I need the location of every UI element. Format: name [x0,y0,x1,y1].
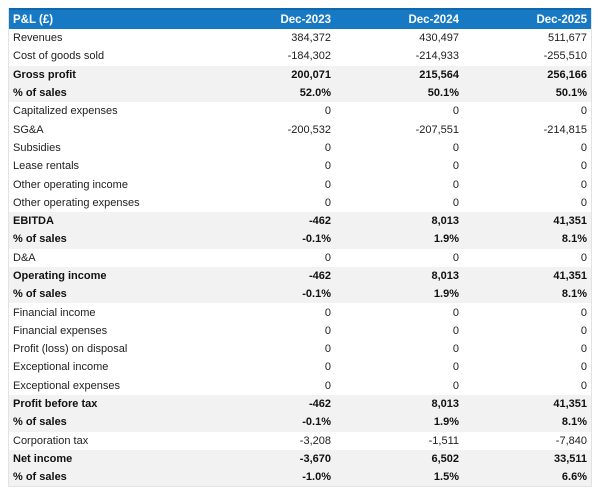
row-value-dec-2023: -0.1% [302,416,331,429]
row-value-dec-2025: 0 [580,105,587,118]
row-value-dec-2025: 8.1% [561,288,587,301]
row-value-dec-2025: 0 [580,196,587,209]
row-value-dec-2023: 0 [324,196,331,209]
row-value-dec-2024: 8,013 [431,215,459,228]
row-value-dec-2023: 384,372 [291,32,331,45]
row-value-dec-2025: 256,166 [547,68,587,81]
row-value-dec-2025: 511,677 [548,32,587,45]
row-value-dec-2024: 0 [452,251,459,264]
table-row [9,413,591,431]
row-value-dec-2025: 8.1% [561,416,587,429]
row-label: Other operating expenses [13,196,140,209]
row-value-dec-2024: 1.9% [433,233,459,246]
table-row [9,468,591,486]
table-row [9,102,591,120]
row-value-dec-2024: 0 [452,141,459,154]
row-label: Profit (loss) on disposal [13,343,128,356]
table-row [9,47,591,65]
row-value-dec-2023: -1.0% [302,471,331,484]
table-row [9,377,591,395]
table-row [9,432,591,450]
row-label: % of sales [13,416,67,429]
table-row [9,395,591,413]
table-row [9,194,591,212]
row-value-dec-2023: 0 [324,178,331,191]
row-value-dec-2024: 0 [452,178,459,191]
row-value-dec-2024: 430,497 [419,32,459,45]
row-label: SG&A [13,123,44,136]
row-value-dec-2023: 0 [324,306,331,319]
row-label: % of sales [13,233,67,246]
table-row [9,120,591,138]
row-value-dec-2023: 0 [324,105,331,118]
row-value-dec-2025: 0 [580,306,587,319]
row-value-dec-2025: 0 [580,251,587,264]
row-value-dec-2024: 0 [452,361,459,374]
row-label: Gross profit [13,68,76,81]
row-label: Exceptional income [13,361,109,374]
row-value-dec-2024: 0 [452,196,459,209]
row-value-dec-2023: -3,670 [299,452,331,465]
row-value-dec-2025: 0 [580,141,587,154]
table-header-col-dec-2025: Dec-2025 [536,13,587,26]
row-label: Financial income [13,306,96,319]
row-value-dec-2023: -184,302 [287,50,331,63]
row-value-dec-2024: 8,013 [431,270,459,282]
row-value-dec-2024: 0 [452,343,459,356]
row-value-dec-2023: -462 [308,398,331,411]
row-value-dec-2023: -200,532 [287,123,331,136]
row-value-dec-2023: -462 [308,270,331,282]
row-value-dec-2023: -3,208 [299,434,331,447]
pnl-table [8,8,592,487]
row-value-dec-2024: 1.9% [433,288,459,301]
row-label: Exceptional expenses [13,379,121,392]
row-value-dec-2024: 8,013 [431,398,459,411]
row-value-dec-2025: -214,815 [543,123,587,136]
table-row [9,303,591,321]
row-value-dec-2025: 0 [580,379,587,392]
row-value-dec-2023: 0 [324,324,331,337]
row-label: D&A [13,251,36,264]
row-value-dec-2025: 50.1% [555,87,587,100]
row-value-dec-2023: 0 [324,141,331,154]
row-value-dec-2024: -1,511 [428,434,459,447]
table-header-col-dec-2023: Dec-2023 [280,13,331,26]
row-label: Other operating income [13,178,128,191]
row-value-dec-2024: -207,551 [415,123,459,136]
row-label: Operating income [13,270,107,282]
row-value-dec-2025: 0 [580,160,587,173]
row-value-dec-2024: -214,933 [415,50,459,63]
row-value-dec-2024: 0 [452,306,459,319]
table-header-title: P&L (£) [13,13,54,26]
table-header-row [9,8,591,29]
row-value-dec-2025: 0 [580,361,587,374]
table-row [9,212,591,230]
row-value-dec-2025: 8.1% [561,233,587,246]
row-label: Capitalized expenses [13,105,118,118]
row-value-dec-2023: 0 [324,251,331,264]
row-value-dec-2025: 0 [580,178,587,191]
row-label: Profit before tax [13,398,98,411]
table-row [9,230,591,248]
row-value-dec-2024: 1.5% [433,471,459,484]
table-row [9,358,591,376]
row-value-dec-2023: 0 [324,361,331,374]
row-value-dec-2025: -255,510 [543,50,587,63]
table-body [9,29,591,486]
table-row [9,450,591,468]
row-value-dec-2024: 6,502 [431,452,459,465]
table-row [9,66,591,84]
row-value-dec-2023: -0.1% [302,233,331,246]
row-value-dec-2024: 0 [452,160,459,173]
table-row [9,267,591,285]
row-value-dec-2023: 0 [324,379,331,392]
row-value-dec-2024: 0 [452,324,459,337]
row-value-dec-2023: 0 [324,343,331,356]
row-label: Corporation tax [13,434,89,447]
table-row [9,29,591,47]
row-value-dec-2023: 200,071 [291,68,331,81]
row-label: Subsidies [13,141,61,154]
row-label: % of sales [13,87,67,100]
row-value-dec-2025: -7,840 [555,434,587,447]
row-value-dec-2024: 0 [452,105,459,118]
row-value-dec-2024: 215,564 [419,68,459,81]
row-value-dec-2023: 0 [324,160,331,173]
row-value-dec-2023: -462 [308,215,331,228]
table-row [9,340,591,358]
row-label: EBITDA [13,215,54,228]
row-value-dec-2025: 41,351 [553,215,587,228]
row-value-dec-2023: -0.1% [302,288,331,301]
table-row [9,175,591,193]
row-value-dec-2025: 33,511 [553,452,587,465]
table-row [9,322,591,340]
row-value-dec-2025: 6.6% [561,471,587,484]
row-value-dec-2025: 0 [580,324,587,337]
row-value-dec-2024: 0 [452,379,459,392]
row-value-dec-2024: 50.1% [427,87,459,100]
row-label: % of sales [13,288,67,301]
table-row [9,285,591,303]
row-label: Revenues [13,32,63,45]
row-label: Lease rentals [13,160,80,173]
row-label: Financial expenses [13,324,108,337]
row-value-dec-2023: 52.0% [299,87,331,100]
row-label: % of sales [13,471,67,484]
table-row [9,84,591,102]
row-value-dec-2025: 41,351 [553,270,587,282]
row-label: Cost of goods sold [13,50,105,63]
table-row [9,139,591,157]
row-label: Net income [13,452,73,465]
row-value-dec-2024: 1.9% [433,416,459,429]
table-row [9,249,591,267]
table-row [9,157,591,175]
row-value-dec-2025: 0 [580,343,587,356]
row-value-dec-2025: 41,351 [553,398,587,411]
table-header-col-dec-2024: Dec-2024 [408,13,459,26]
